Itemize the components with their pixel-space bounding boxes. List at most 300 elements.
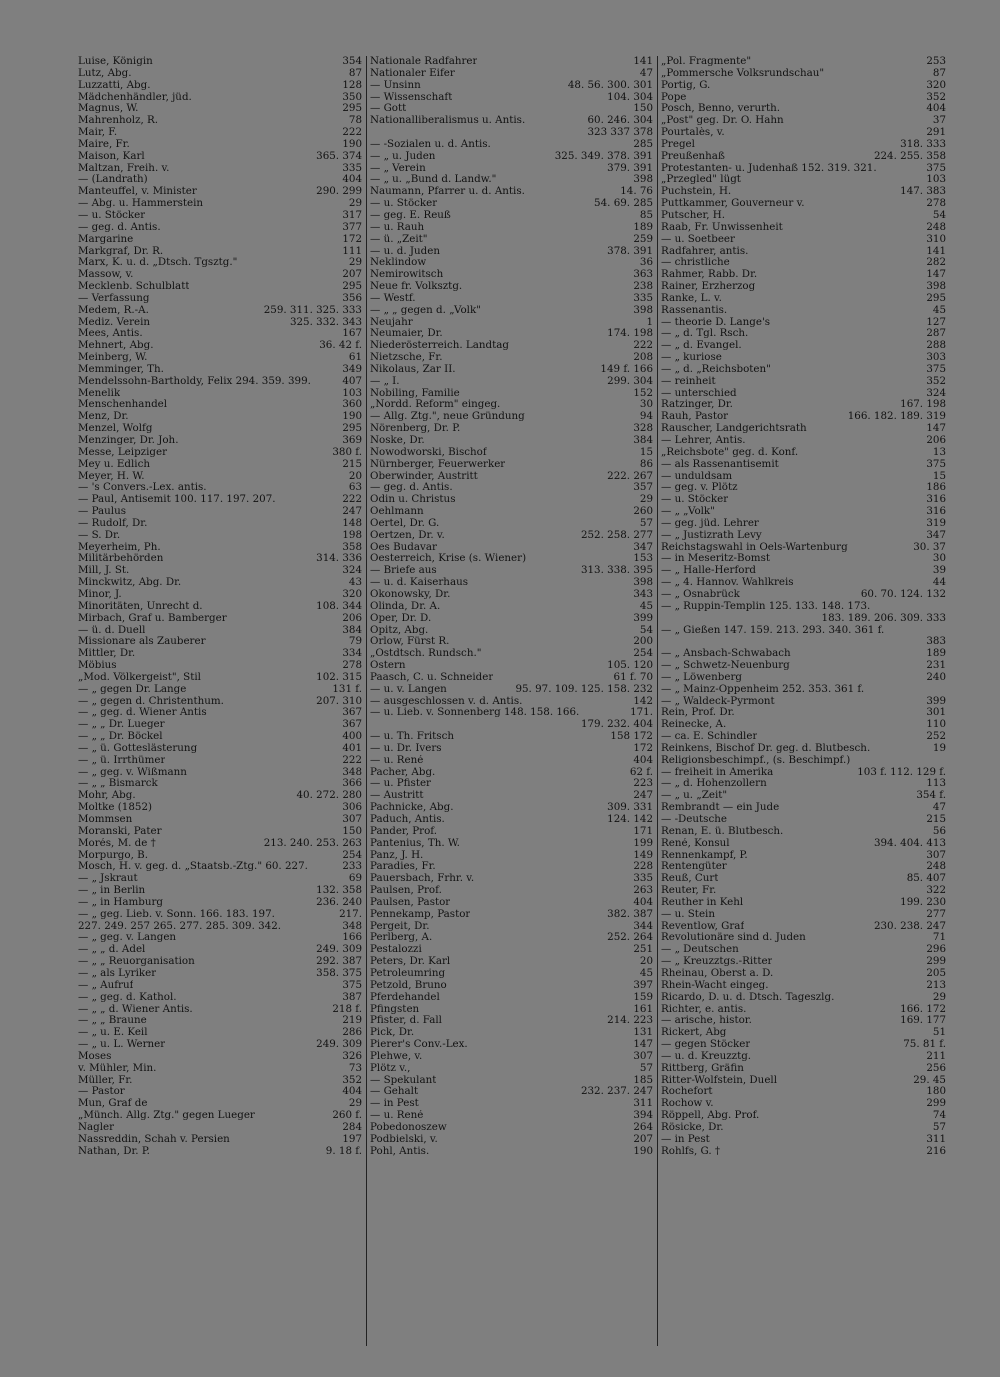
index-entry: [370, 115, 653, 127]
index-entry: [370, 909, 653, 921]
index-entry: [78, 1134, 362, 1146]
index-entry: [78, 1086, 362, 1098]
index-entry: [370, 1110, 653, 1122]
index-entry: [661, 660, 946, 672]
index-entry: [370, 944, 653, 956]
entry-pages: 166: [342, 932, 362, 944]
index-entry: [78, 980, 362, 992]
entry-pages: 384: [633, 435, 653, 446]
index-entry: [661, 174, 946, 186]
entry-term: — „ in Hamburg: [78, 896, 163, 908]
index-entry: [78, 234, 362, 246]
entry-pages: 369: [342, 435, 362, 446]
entry-term: Nörenberg, Dr. P.: [370, 423, 461, 435]
index-entry: [78, 317, 362, 329]
index-entry: [661, 1027, 946, 1039]
entry-pages: 213. 240. 253. 263: [263, 837, 362, 849]
entry-pages: 347: [926, 529, 946, 541]
index-entry: [78, 672, 362, 684]
entry-term: René, Konsul: [661, 837, 730, 849]
entry-term: — „ Kreuzztgs.-Ritter: [661, 956, 773, 968]
index-entry: [661, 352, 946, 364]
entry-pages: 295: [342, 423, 362, 435]
entry-pages: 222: [342, 494, 362, 506]
index-entry: [370, 1027, 653, 1039]
entry-pages: 407: [342, 375, 362, 387]
index-entry: [78, 1039, 362, 1051]
index-entry: [78, 778, 362, 790]
index-entry: [661, 992, 946, 1004]
entry-term: — „ Halle-Herford: [661, 565, 756, 577]
entry-pages: 208: [633, 352, 653, 364]
entry-term: Pauersbach, Frhr. v.: [370, 873, 475, 885]
entry-pages: 207: [342, 269, 362, 281]
index-entry: [370, 234, 653, 246]
index-entry: [661, 151, 946, 163]
entry-pages: 87: [932, 67, 946, 79]
entry-term: — u. Stöcker: [661, 494, 729, 506]
index-entry: [370, 186, 653, 198]
entry-pages: 319: [926, 517, 946, 529]
entry-pages: 277: [926, 908, 946, 920]
index-entry: [661, 399, 946, 411]
index-entry: [661, 506, 946, 518]
entry-term: Menelik: [78, 387, 121, 399]
index-entry: [78, 222, 362, 234]
entry-term: Meyer, H. W.: [78, 470, 145, 482]
entry-pages: 149: [633, 849, 653, 861]
entry-pages: 247: [633, 790, 653, 802]
index-entry: [370, 151, 653, 163]
entry-term: — „ ü. Gotteslästerung: [78, 742, 198, 754]
entry-pages: 147: [633, 1039, 653, 1051]
index-entry: [661, 909, 946, 921]
index-entry: [661, 1122, 946, 1134]
index-entry: [78, 1051, 362, 1063]
entry-term: Mill, J. St.: [78, 565, 130, 577]
entry-term: Oertel, Dr. G.: [370, 517, 440, 529]
index-entry: [78, 956, 362, 968]
entry-term: Portig, G.: [661, 79, 711, 91]
index-entry: [370, 56, 653, 68]
entry-term: Puttkammer, Gouverneur v.: [661, 198, 805, 210]
entry-pages: 132. 358: [316, 885, 362, 897]
entry-term: — u. v. Langen: [370, 683, 447, 695]
index-entry: [370, 376, 653, 388]
index-entry: [370, 1146, 653, 1158]
entry-term: — in Pest: [370, 1098, 419, 1110]
entry-term: Meyerheim, Ph.: [78, 541, 161, 553]
entry-pages: 57: [932, 1121, 946, 1133]
index-entry: [661, 1098, 946, 1110]
index-entry: [78, 163, 362, 175]
entry-pages: 200: [633, 636, 653, 648]
entry-term: — „ ü. Irrthümer: [78, 754, 166, 766]
entry-term: — „ d. Evangel.: [661, 340, 742, 352]
entry-term: — u. René: [370, 754, 424, 766]
entry-pages: 15: [639, 446, 653, 458]
entry-term: Naumann, Pfarrer u. d. Antis.: [370, 186, 525, 198]
index-entry: [370, 625, 653, 637]
entry-term: Reuther in Kehl: [661, 896, 744, 908]
index-entry: [661, 1051, 946, 1063]
entry-pages: 387: [342, 991, 362, 1003]
entry-pages: 147. 383: [900, 186, 946, 198]
entry-term: Rainer, Erzherzog: [661, 281, 756, 293]
entry-pages: 230. 238. 247: [873, 920, 946, 932]
index-entry: [370, 423, 653, 435]
entry-term: Luise, Königin: [78, 56, 153, 67]
entry-term: — Rudolf, Dr.: [78, 517, 148, 529]
index-entry: [78, 767, 362, 779]
entry-pages: 380 f.: [332, 446, 362, 458]
entry-term: Pohl, Antis.: [370, 1145, 430, 1157]
entry-pages: 299: [926, 956, 946, 968]
entry-pages: 222: [342, 127, 362, 139]
entry-pages: 152: [633, 387, 653, 399]
entry-term: „Pommersche Volksrundschau": [661, 67, 825, 79]
index-entry: [370, 68, 653, 80]
index-entry: [78, 861, 362, 873]
entry-pages: 78: [348, 115, 362, 127]
entry-pages: 30: [639, 399, 653, 411]
index-entry: [661, 648, 946, 660]
index-entry: [370, 873, 653, 885]
entry-term: — „ u. E. Keil: [78, 1027, 148, 1039]
entry-term: — „ Ansbach-Schwabach: [661, 648, 791, 660]
entry-pages: 328: [633, 423, 653, 435]
index-entry: [78, 838, 362, 850]
entry-term: Massow, v.: [78, 269, 134, 281]
index-entry: [661, 234, 946, 246]
index-entry: [78, 636, 362, 648]
entry-term: — Spekulant: [370, 1074, 437, 1086]
entry-term: Rennenkampf, P.: [661, 849, 748, 861]
entry-pages: 206: [342, 612, 362, 624]
entry-pages: 352: [926, 375, 946, 387]
entry-term: Mittler, Dr.: [78, 648, 136, 660]
entry-term: — „ geg. v. Wißmann: [78, 766, 187, 778]
entry-pages: 278: [926, 198, 946, 210]
entry-pages: 377: [342, 221, 362, 233]
index-entry: [661, 850, 946, 862]
index-entry: [661, 873, 946, 885]
entry-term: Panz, J. H.: [370, 849, 424, 861]
index-entry: [370, 435, 653, 447]
index-entry: [370, 648, 653, 660]
entry-pages: 252. 258. 277: [580, 529, 653, 541]
entry-term: — u. Rauh: [370, 221, 425, 233]
entry-pages: 51: [932, 1027, 946, 1039]
entry-term: Oehlmann: [370, 506, 424, 518]
entry-pages: 357: [633, 482, 653, 494]
index-entry: [370, 719, 653, 731]
entry-pages: 324: [342, 565, 362, 577]
entry-pages: 404: [926, 103, 946, 115]
entry-term: Magnus, W.: [78, 103, 139, 115]
index-entry: [661, 601, 946, 613]
entry-term: Ritter-Wolfstein, Duell: [661, 1074, 777, 1086]
entry-pages: 394. 404. 413: [873, 837, 946, 849]
entry-term: „Post" geg. Dr. O. Hahn: [661, 115, 784, 127]
entry-pages: 326: [342, 1050, 362, 1062]
entry-pages: 375: [342, 979, 362, 991]
index-entry: [370, 850, 653, 862]
entry-term: — ausgeschlossen v. d. Antis.: [370, 695, 523, 707]
entry-term: — Allg. Ztg.", neue Gründung: [370, 411, 525, 423]
entry-term: Paasch, C. u. Schneider: [370, 671, 494, 683]
entry-pages: 57: [639, 1062, 653, 1074]
entry-term: Odin u. Christus: [370, 494, 456, 506]
entry-pages: 394: [633, 1110, 653, 1122]
entry-pages: 299. 304: [607, 375, 653, 387]
entry-term: Nathan, Dr. P.: [78, 1145, 150, 1157]
entry-pages: 79: [348, 636, 362, 648]
index-entry: [370, 814, 653, 826]
entry-pages: 29: [348, 1098, 362, 1110]
entry-pages: 379. 391: [607, 162, 653, 174]
entry-term: Nemirowitsch: [370, 269, 444, 281]
entry-term: Pierer's Conv.-Lex.: [370, 1039, 468, 1051]
entry-pages: 313. 338. 395: [580, 565, 653, 577]
index-entry: [78, 92, 362, 104]
entry-pages: 404: [633, 896, 653, 908]
entry-pages: 398: [633, 174, 653, 186]
index-entry: [661, 1110, 946, 1122]
entry-pages: 256: [926, 1062, 946, 1074]
entry-pages: 180: [926, 1086, 946, 1098]
index-page: [78, 56, 946, 1346]
index-entry: [661, 186, 946, 198]
index-entry: [370, 826, 653, 838]
entry-term: Marx, K. u. d. „Dtsch. Tgsztg.": [78, 257, 238, 269]
entry-term: Lutz, Abg.: [78, 67, 132, 79]
entry-term: — u. Th. Fritsch: [370, 731, 454, 743]
entry-term: Reventlow, Graf: [661, 920, 745, 932]
entry-pages: 301: [926, 707, 946, 719]
entry-term: Olinda, Dr. A.: [370, 600, 441, 612]
entry-term: Rhein-Wacht eingeg.: [661, 979, 769, 991]
entry-pages: 131: [633, 1027, 653, 1039]
entry-term: Niederösterreich. Landtag: [370, 340, 509, 352]
index-entry: [78, 103, 362, 115]
entry-term: — „ gegen Dr. Lange: [78, 683, 187, 695]
index-entry: [661, 471, 946, 483]
index-entry: [370, 257, 653, 269]
entry-pages: 206: [926, 435, 946, 446]
index-entry: [661, 376, 946, 388]
entry-pages: 278: [342, 660, 362, 672]
entry-pages: 86: [639, 458, 653, 470]
entry-term: — Wissenschaft: [370, 91, 453, 103]
index-entry: [370, 1086, 653, 1098]
entry-pages: 231: [926, 660, 946, 672]
entry-term: v. Mühler, Min.: [78, 1062, 157, 1074]
index-entry: [661, 542, 946, 554]
entry-term: Oberwinder, Austritt: [370, 470, 478, 482]
entry-term: Reinecke, A.: [661, 719, 727, 731]
index-entry: [661, 672, 946, 684]
entry-pages: 311: [926, 1133, 946, 1145]
entry-pages: [940, 601, 946, 613]
entry-term: Pourtalès, v.: [661, 127, 725, 139]
entry-pages: 56: [932, 825, 946, 837]
entry-pages: 37: [932, 115, 946, 127]
entry-pages: 314. 336: [316, 553, 362, 565]
index-entry: [78, 719, 362, 731]
entry-term: Nikolaus, Zar II.: [370, 363, 456, 375]
entry-term: Memminger, Th.: [78, 363, 164, 375]
entry-pages: 189: [926, 648, 946, 660]
entry-term: — u. Dr. Ivers: [370, 742, 442, 754]
index-entry: [661, 767, 946, 779]
entry-pages: 174. 198: [607, 328, 653, 340]
entry-pages: 219: [342, 1015, 362, 1027]
index-entry: [370, 399, 653, 411]
entry-pages: 398: [633, 304, 653, 316]
entry-pages: 1: [646, 316, 653, 328]
entry-pages: [940, 755, 946, 767]
entry-pages: 282: [926, 257, 946, 269]
index-entry: [370, 80, 653, 92]
entry-pages: 354: [342, 56, 362, 67]
entry-term: Müller, Fr.: [78, 1074, 133, 1086]
entry-term: Messe, Leipziger: [78, 446, 167, 458]
entry-term: Minckwitz, Abg. Dr.: [78, 577, 182, 589]
entry-term: — in Pest: [661, 1133, 710, 1145]
index-entry: [661, 340, 946, 352]
index-entry: [78, 471, 362, 483]
entry-term: Moltke (1852): [78, 802, 153, 814]
index-entry: [661, 778, 946, 790]
entry-pages: 94: [639, 411, 653, 423]
index-entry: [370, 553, 653, 565]
entry-term: Mees, Antis.: [78, 328, 143, 340]
entry-term: — u. d. Juden: [370, 245, 440, 257]
entry-pages: 248: [926, 861, 946, 873]
entry-term: Mediz. Verein: [78, 316, 151, 328]
entry-pages: 334: [342, 648, 362, 660]
entry-pages: 343: [633, 588, 653, 600]
index-entry: [370, 1039, 653, 1051]
entry-pages: 102. 315: [316, 671, 362, 683]
entry-pages: 128: [342, 79, 362, 91]
index-entry: [370, 1051, 653, 1063]
entry-term: — arische, histor.: [661, 1015, 752, 1027]
index-entry: [78, 1146, 362, 1158]
entry-term: Rassenantis.: [661, 304, 728, 316]
index-entry: [78, 186, 362, 198]
index-entry: [78, 1063, 362, 1075]
entry-pages: 238: [633, 281, 653, 293]
entry-pages: 228: [633, 861, 653, 873]
entry-term: Nassreddin, Schah v. Persien: [78, 1133, 230, 1145]
index-entry: [370, 471, 653, 483]
entry-term: — „ Ruppin-Templin 125. 133. 148. 173.: [661, 600, 871, 612]
index-entry: [78, 364, 362, 376]
entry-pages: 354 f.: [916, 790, 946, 802]
index-entry: [661, 1063, 946, 1075]
entry-term: — ü. d. Duell: [78, 624, 146, 636]
index-entry: [78, 743, 362, 755]
entry-term: — u. Lieb. v. Sonnenberg 148. 158. 166.: [370, 707, 580, 719]
index-entry: [370, 1122, 653, 1134]
entry-pages: 307: [342, 814, 362, 825]
entry-term: — geg. v. Plötz: [661, 482, 738, 494]
entry-pages: 398: [633, 577, 653, 589]
entry-term: „Przegled" lügt: [661, 174, 741, 186]
entry-pages: 216: [926, 1145, 946, 1157]
entry-pages: 400: [342, 731, 362, 743]
entry-term: — u. Soetbeer: [661, 233, 735, 245]
index-entry: [370, 340, 653, 352]
index-entry: [661, 814, 946, 826]
entry-term: Medem, R.-A.: [78, 304, 149, 316]
entry-term: — „ Mainz-Oppenheim 252. 353. 361 f.: [661, 683, 865, 695]
entry-pages: 249. 309: [316, 944, 362, 956]
entry-pages: 263: [633, 885, 653, 897]
entry-term: Oertzen, Dr. v.: [370, 529, 445, 541]
entry-pages: 358: [342, 541, 362, 553]
entry-pages: 292. 387: [316, 956, 362, 968]
entry-term: Pestalozzi: [370, 944, 422, 956]
entry-term: Morés, M. de †: [78, 837, 156, 849]
index-entry: [370, 447, 653, 459]
entry-pages: 367: [342, 719, 362, 731]
entry-pages: 190: [342, 138, 362, 150]
entry-pages: 147: [926, 269, 946, 281]
entry-term: Paulsen, Pastor: [370, 896, 451, 908]
index-entry: [78, 376, 362, 388]
entry-term: Noske, Dr.: [370, 435, 425, 446]
entry-term: Morpurgo, B.: [78, 849, 148, 861]
index-entry: [370, 174, 653, 186]
entry-term: — „ Waldeck-Pyrmont: [661, 695, 775, 707]
entry-term: — „ in Berlin: [78, 885, 146, 897]
entry-term: — „ „ Braune: [78, 1015, 147, 1027]
entry-pages: 211: [926, 1050, 946, 1062]
entry-pages: 207. 310: [316, 695, 362, 707]
entry-pages: 54: [932, 209, 946, 221]
entry-pages: 213: [926, 979, 946, 991]
entry-pages: 103: [926, 174, 946, 186]
entry-pages: 171.: [630, 707, 653, 719]
entry-term: — „ d. Hohenzollern: [661, 778, 767, 790]
entry-term: Rein, Prof. Dr.: [661, 707, 735, 719]
index-entry: [661, 518, 946, 530]
index-entry: [78, 399, 362, 411]
index-entry: [370, 163, 653, 175]
entry-term: — u. Stöcker: [370, 198, 438, 210]
entry-term: Mosch, H. v. geg. d. „Staatsb.-Ztg." 60. 227.: [78, 861, 308, 873]
entry-pages: 236. 240: [316, 896, 362, 908]
entry-term: Mecklenb. Schulblatt: [78, 281, 190, 293]
entry-term: Ranke, L. v.: [661, 292, 722, 304]
index-entry: [661, 246, 946, 258]
entry-pages: 161: [633, 1003, 653, 1015]
entry-pages: 335: [633, 873, 653, 885]
entry-pages: 47: [639, 67, 653, 79]
entry-term: — u. d. Kaiserhaus: [370, 577, 468, 589]
entry-term: — freiheit in Amerika: [661, 766, 774, 778]
entry-pages: 13: [932, 446, 946, 458]
entry-pages: 215: [926, 814, 946, 825]
index-entry: [78, 565, 362, 577]
index-entry: [370, 127, 653, 139]
entry-term: Mendelssohn-Bartholdy, Felix 294. 359. 399.: [78, 375, 311, 387]
entry-term: Minoritäten, Unrecht d.: [78, 600, 203, 612]
entry-pages: 171: [633, 825, 653, 837]
